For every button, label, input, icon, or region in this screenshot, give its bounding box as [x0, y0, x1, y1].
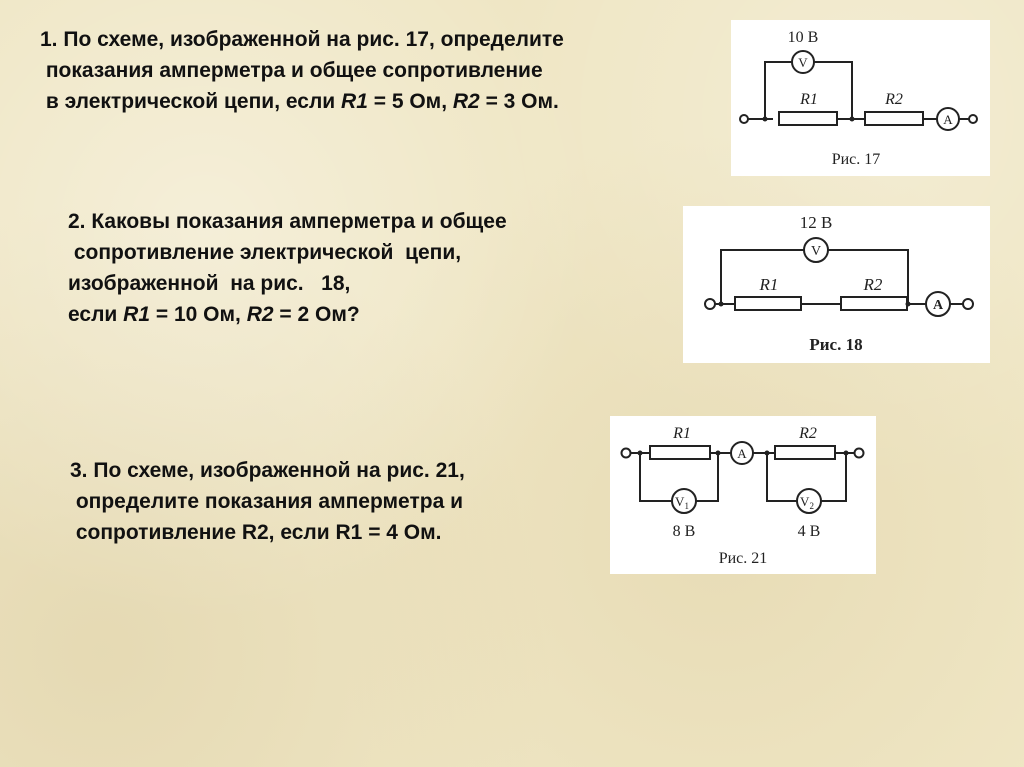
circuit-diagram-18 — [683, 206, 990, 363]
ammeter-label: A — [943, 112, 953, 127]
voltmeter-2-label: $V_2$ — [800, 494, 814, 511]
variable-label: R2 — [246, 303, 274, 326]
r1-label: R1 — [800, 91, 818, 108]
text-run: сопротивление электрической цепи, — [68, 241, 462, 264]
voltmeter-label: V — [798, 55, 808, 70]
ammeter-label: A — [737, 446, 747, 461]
figure-17 — [731, 20, 990, 176]
problem-text-line — [68, 206, 507, 237]
figure-caption: Рис. 17 — [831, 151, 881, 168]
text-run: изображенной на рис. 18, — [68, 272, 351, 295]
voltage-2-label: 4 В — [797, 523, 821, 540]
voltage-label: 12 В — [799, 213, 833, 232]
problem-text-line — [40, 86, 564, 117]
text-run: 1. По схеме, изображенной на рис. 17, определите — [40, 28, 564, 51]
r2-label: R2 — [799, 425, 817, 442]
text-run: 3. По схеме, изображенной на рис. 21, — [70, 459, 465, 482]
figure-21 — [610, 416, 876, 574]
text-run: = 3 Ом. — [479, 90, 559, 113]
variable-label: R2 — [452, 90, 480, 113]
problem-text-line — [70, 455, 465, 486]
circuit-diagram-17 — [731, 20, 990, 176]
r1-label: R1 — [673, 425, 691, 442]
variable-label: R1 — [341, 90, 368, 113]
problem-1 — [40, 24, 564, 117]
voltmeter-1-label: $V_1$ — [675, 494, 689, 511]
problem-text-line — [40, 55, 564, 86]
text-run: если — [68, 303, 124, 326]
r1-label: R1 — [759, 275, 779, 294]
text-run: сопротивление R2, если R1 = 4 Ом. — [70, 521, 442, 544]
problem-text-line — [68, 268, 507, 299]
voltage-1-label: 8 В — [672, 523, 696, 540]
figure-caption: Рис. 18 — [809, 335, 863, 354]
ammeter-label: A — [932, 298, 944, 313]
text-run: = 5 Ом, — [367, 90, 453, 113]
problem-text-line — [40, 24, 564, 55]
r2-label: R2 — [885, 91, 903, 108]
text-run: 2. Каковы показания амперметра и общее — [68, 210, 507, 233]
problem-2 — [68, 206, 507, 330]
problem-text-line — [70, 486, 465, 517]
text-run: определите показания амперметра и — [70, 490, 463, 513]
voltage-label: 10 В — [787, 29, 819, 46]
text-run: = 2 Ом? — [273, 303, 360, 326]
r2-label: R2 — [863, 275, 883, 294]
problem-text-line — [68, 237, 507, 268]
variable-label: R1 — [123, 303, 151, 326]
text-run: = 10 Ом, — [150, 303, 247, 326]
problem-text-line — [70, 517, 465, 548]
text-run: показания амперметра и общее сопротивление — [40, 59, 543, 82]
figure-caption: Рис. 21 — [718, 550, 768, 567]
problem-text-line — [68, 299, 507, 330]
circuit-diagram-21 — [610, 416, 876, 574]
text-run: в электрической цепи, если — [40, 90, 342, 113]
problem-3 — [70, 455, 465, 548]
voltmeter-label: V — [810, 244, 822, 259]
figure-18 — [683, 206, 990, 363]
